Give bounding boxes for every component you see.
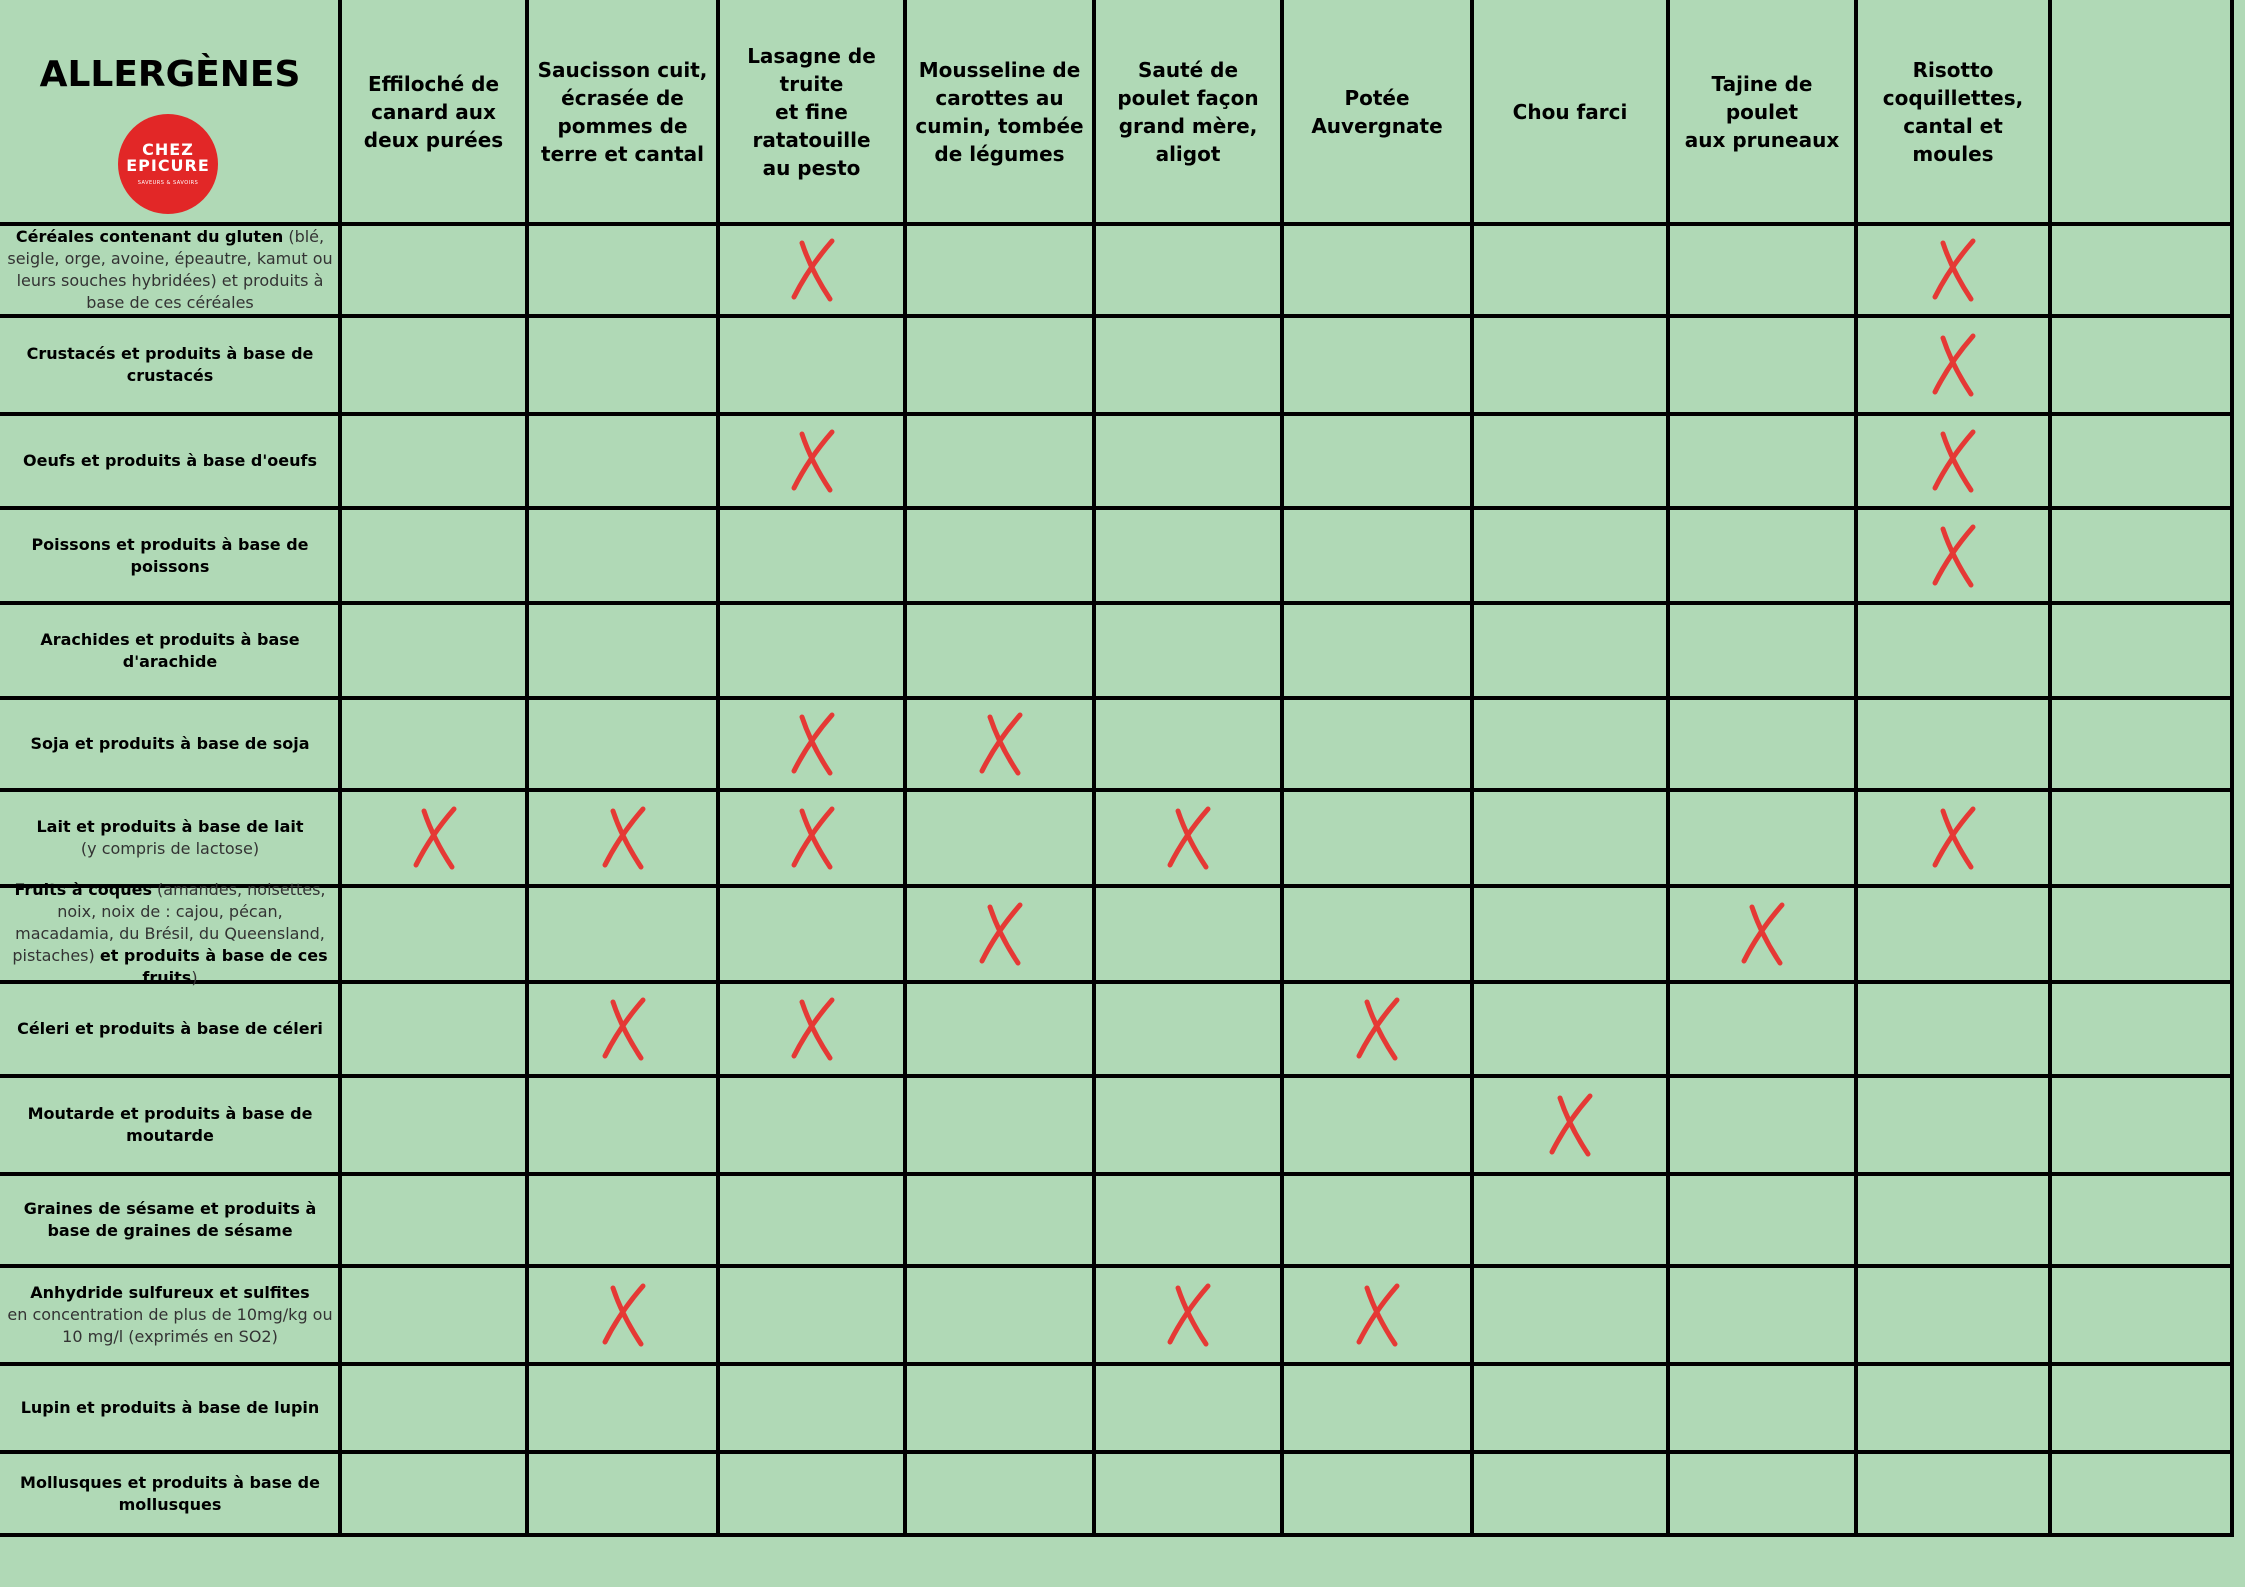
- column-divider: [525, 0, 529, 1537]
- allergen-mark: [1158, 803, 1218, 873]
- allergen-mark: [782, 994, 842, 1064]
- allergen-mark: [593, 1280, 653, 1350]
- allergen-mark: [782, 235, 842, 305]
- dish-header: Lasagne de truite et fine ratatouille au pesto: [747, 44, 876, 180]
- allergen-mark: [1923, 330, 1983, 400]
- column-divider: [1280, 0, 1284, 1537]
- allergen-label: [0, 1364, 340, 1452]
- allergen-label: [0, 1076, 340, 1174]
- allergen-text: Céréales contenant du gluten: [15, 227, 284, 246]
- allergen-mark: [782, 426, 842, 496]
- allergen-text: et produits à base de ces fruits: [99, 946, 328, 987]
- dish-header: Tajine de poulet aux pruneaux: [1684, 72, 1840, 152]
- allergen-text: (amandes, noisettes, noix, noix de : cajou, pécan, macadamia, du Brésil, du Queensland, pistaches): [12, 880, 326, 965]
- allergen-label: [0, 982, 340, 1076]
- dish-header: Chou farci: [1512, 100, 1628, 124]
- page-title: ALLERGÈNES: [39, 54, 301, 95]
- column-divider: [903, 0, 907, 1537]
- logo-line1: CHEZ: [142, 140, 194, 159]
- allergen-label: [0, 508, 340, 603]
- allergen-text: Lupin et produits à base de lupin: [20, 1398, 320, 1417]
- allergen-mark: [1158, 1280, 1218, 1350]
- allergen-mark: [1347, 994, 1407, 1064]
- column-divider: [2048, 0, 2052, 1537]
- allergen-label: [0, 1452, 340, 1535]
- allergen-mark: [1732, 899, 1792, 969]
- logo-line2: EPICURE: [126, 156, 210, 175]
- allergen-mark: [1923, 521, 1983, 591]
- dish-header: Mousseline de carottes au cumin, tombée de légumes: [915, 58, 1084, 166]
- allergen-text: (y compris de lactose): [80, 839, 260, 858]
- allergen-text: Céleri et produits à base de céleri: [17, 1019, 323, 1038]
- allergen-text: ): [191, 968, 198, 987]
- allergen-label: [0, 603, 340, 698]
- allergen-text: Soja et produits à base de soja: [30, 734, 310, 753]
- allergen-text: Graines de sésame et produits à base de graines de sésame: [23, 1199, 317, 1240]
- allergen-text: Mollusques et produits à base de mollusques: [20, 1472, 320, 1514]
- allergen-text: Crustacés et produits à base de crustacés: [26, 344, 314, 385]
- column-divider: [1666, 0, 1670, 1537]
- column-divider: [1092, 0, 1096, 1537]
- allergen-label: [0, 1174, 340, 1266]
- allergen-text: Anhydride sulfureux et sulfites: [30, 1283, 310, 1302]
- allergen-mark: [1540, 1090, 1600, 1160]
- allergen-label: [0, 316, 340, 414]
- allergen-mark: [404, 803, 464, 873]
- allergen-label: [0, 1266, 340, 1364]
- logo-tagline: SAVEURS & SAVOIRS: [137, 180, 199, 186]
- allergen-mark: [782, 803, 842, 873]
- dish-header: Effiloché de canard aux deux purées: [363, 72, 504, 152]
- allergen-mark: [593, 994, 653, 1064]
- allergen-mark: [970, 899, 1030, 969]
- allergen-label: [0, 880, 340, 987]
- allergen-mark: [593, 803, 653, 873]
- allergen-text: Fruits à coques: [14, 880, 152, 899]
- allergen-text: en concentration de plus de 10mg/kg ou 10 mg/l (exprimés en SO2): [7, 1305, 333, 1346]
- allergen-mark: [970, 709, 1030, 779]
- dish-header: Risotto coquillettes, cantal et moules: [1882, 58, 2024, 166]
- allergen-label: [0, 698, 340, 790]
- allergen-label: [0, 790, 340, 886]
- allergen-text: Oeufs et produits à base d'oeufs: [22, 451, 317, 470]
- allergen-label: [0, 224, 340, 316]
- allergen-text: (blé, seigle, orge, avoine, épeautre, kamut ou leurs souches hybridées) et produits à base de ces céréales: [7, 227, 333, 312]
- chez-epicure-logo: [118, 114, 218, 214]
- allergen-text: Lait et produits à base de lait: [36, 817, 304, 836]
- column-divider: [2230, 0, 2234, 1537]
- allergen-mark: [782, 709, 842, 779]
- dish-header: Sauté de poulet façon grand mère, aligot: [1117, 58, 1259, 166]
- allergen-mark: [1923, 235, 1983, 305]
- allergen-label: [0, 414, 340, 508]
- allergen-mark: [1347, 1280, 1407, 1350]
- allergen-text: Arachides et produits à base d'arachide: [40, 629, 300, 671]
- dish-header: Saucisson cuit, écrasée de pommes de terre et cantal: [537, 58, 708, 166]
- allergen-text: Moutarde et produits à base de moutarde: [27, 1104, 313, 1145]
- column-divider: [1854, 0, 1858, 1537]
- dish-header: Potée Auvergnate: [1311, 86, 1443, 138]
- allergen-mark: [1923, 426, 1983, 496]
- allergen-text: Poissons et produits à base de poissons: [31, 534, 309, 576]
- column-divider: [716, 0, 720, 1537]
- allergen-mark: [1923, 803, 1983, 873]
- dish-header: [2050, 0, 2232, 224]
- column-divider: [1470, 0, 1474, 1537]
